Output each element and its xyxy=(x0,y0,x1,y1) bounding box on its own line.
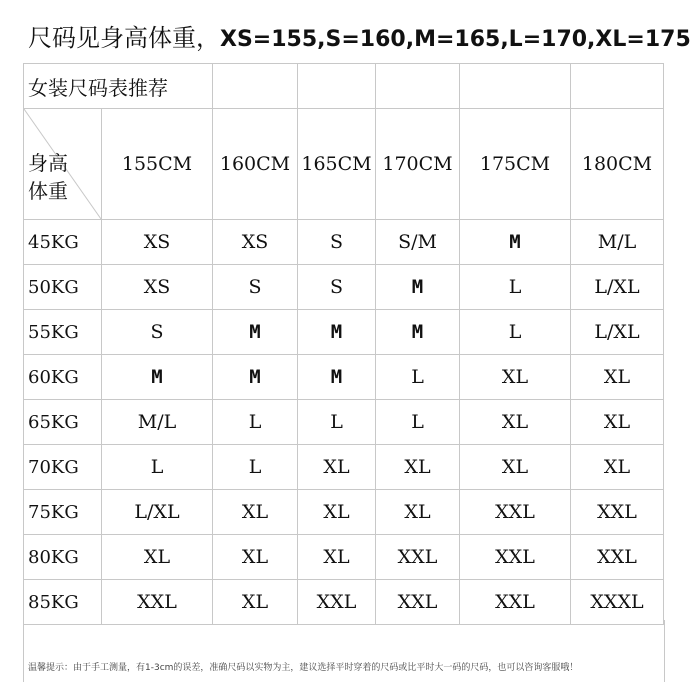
size-cell: XL xyxy=(460,445,571,490)
page-title-sizes: XS=155,S=160,M=165,L=170,XL=175 xyxy=(220,27,691,52)
weight-row-header: 70KG xyxy=(24,445,102,490)
table-row xyxy=(24,310,664,355)
table-title-row xyxy=(24,64,664,109)
size-cell: S xyxy=(213,265,298,310)
weight-row-header: 80KG xyxy=(24,535,102,580)
corner-label-height: 身高 xyxy=(28,151,68,175)
empty-cell xyxy=(298,64,376,109)
size-cell: XL xyxy=(213,580,298,625)
empty-cell xyxy=(571,64,664,109)
size-cell: XL xyxy=(298,535,376,580)
size-cell: M xyxy=(460,220,571,265)
size-cell: M xyxy=(298,310,376,355)
size-cell: XL xyxy=(376,445,460,490)
size-cell: XXL xyxy=(376,580,460,625)
size-cell: L/XL xyxy=(571,310,664,355)
footer-note-area xyxy=(23,620,665,682)
size-cell: S xyxy=(298,265,376,310)
size-cell: XL xyxy=(213,535,298,580)
empty-cell xyxy=(460,64,571,109)
height-header-row xyxy=(24,109,664,220)
table-row xyxy=(24,490,664,535)
height-header-170: 170CM xyxy=(376,109,460,220)
size-cell: M xyxy=(376,310,460,355)
size-cell: M/L xyxy=(571,220,664,265)
size-cell: XXL xyxy=(571,535,664,580)
table-row xyxy=(24,445,664,490)
size-cell: XXL xyxy=(460,490,571,535)
size-cell: XS xyxy=(213,220,298,265)
size-cell: XS xyxy=(102,220,213,265)
size-cell: XXL xyxy=(376,535,460,580)
height-header-165: 165CM xyxy=(298,109,376,220)
size-cell: XXL xyxy=(460,535,571,580)
size-cell: L xyxy=(460,310,571,355)
size-cell: XL xyxy=(460,400,571,445)
table-row xyxy=(24,580,664,625)
weight-row-header: 50KG xyxy=(24,265,102,310)
size-cell: L xyxy=(213,400,298,445)
page-title xyxy=(28,18,691,53)
size-cell: L xyxy=(376,355,460,400)
table-row xyxy=(24,400,664,445)
size-cell: XXL xyxy=(298,580,376,625)
table-row xyxy=(24,355,664,400)
page-title-cn: 尺码见身高体重， xyxy=(28,24,220,52)
height-header-155: 155CM xyxy=(102,109,213,220)
size-cell: XL xyxy=(571,355,664,400)
weight-row-header: 55KG xyxy=(24,310,102,355)
size-cell: S xyxy=(298,220,376,265)
size-cell: XL xyxy=(213,490,298,535)
weight-row-header: 75KG xyxy=(24,490,102,535)
height-header-160: 160CM xyxy=(213,109,298,220)
size-cell: L/XL xyxy=(571,265,664,310)
weight-row-header: 65KG xyxy=(24,400,102,445)
weight-row-header: 85KG xyxy=(24,580,102,625)
size-cell: L xyxy=(102,445,213,490)
size-cell: M xyxy=(376,265,460,310)
empty-cell xyxy=(376,64,460,109)
size-cell: XL xyxy=(460,355,571,400)
size-cell: M xyxy=(102,355,213,400)
empty-cell xyxy=(213,64,298,109)
size-cell: S/M xyxy=(376,220,460,265)
weight-row-header: 45KG xyxy=(24,220,102,265)
height-header-180: 180CM xyxy=(571,109,664,220)
height-header-175: 175CM xyxy=(460,109,571,220)
size-cell: L xyxy=(298,400,376,445)
size-cell: XL xyxy=(298,445,376,490)
size-cell: M xyxy=(213,310,298,355)
size-cell: L xyxy=(376,400,460,445)
size-cell: XXL xyxy=(571,490,664,535)
size-cell: XL xyxy=(298,490,376,535)
table-row xyxy=(24,220,664,265)
size-cell: XXL xyxy=(102,580,213,625)
corner-header-cell xyxy=(24,109,102,220)
size-chart-table xyxy=(23,63,664,625)
footer-note: 温馨提示：由于手工测量，有1-3cm的误差，准确尺码以实物为主，建议选择平时穿着的尺码或比平时大一码的尺码，也可以咨询客服哦！ xyxy=(28,663,579,673)
size-cell: L/XL xyxy=(102,490,213,535)
size-cell: XL xyxy=(571,445,664,490)
table-row xyxy=(24,265,664,310)
size-cell: M xyxy=(213,355,298,400)
size-cell: XXXL xyxy=(571,580,664,625)
corner-label-weight: 体重 xyxy=(28,179,68,203)
size-cell: S xyxy=(102,310,213,355)
size-cell: XL xyxy=(571,400,664,445)
size-cell: M xyxy=(298,355,376,400)
size-cell: XS xyxy=(102,265,213,310)
table-row xyxy=(24,535,664,580)
table-title: 女装尺码表推荐 xyxy=(24,64,213,109)
size-cell: XL xyxy=(102,535,213,580)
size-cell: XL xyxy=(376,490,460,535)
corner-label xyxy=(28,149,68,205)
size-cell: L xyxy=(460,265,571,310)
size-cell: XXL xyxy=(460,580,571,625)
weight-row-header: 60KG xyxy=(24,355,102,400)
size-cell: M/L xyxy=(102,400,213,445)
size-cell: L xyxy=(213,445,298,490)
